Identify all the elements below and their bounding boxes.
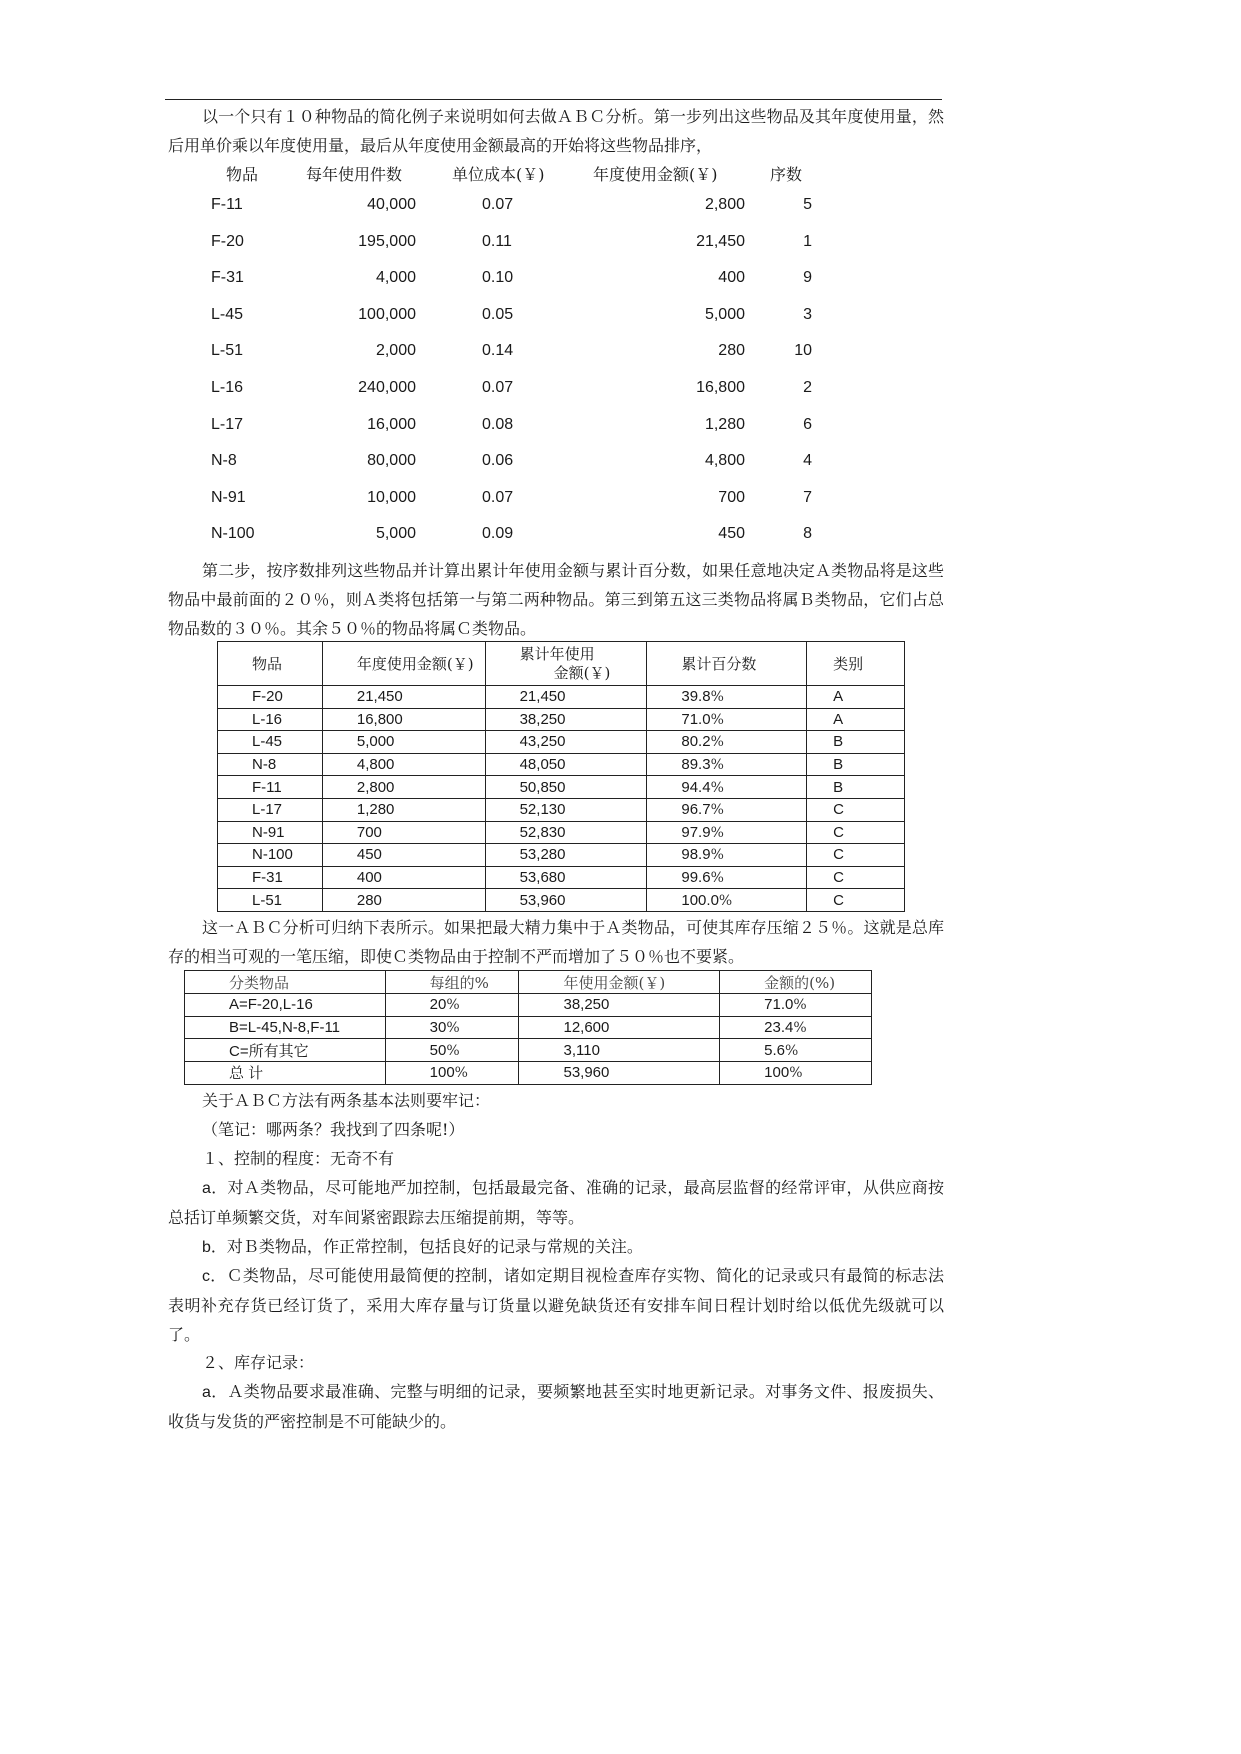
table1-cell-rank: 8 (803, 525, 812, 543)
table1-row (0, 525, 1100, 549)
table3-value-amount: 53,960 (563, 1064, 610, 1082)
paragraph-rule1-a (168, 1173, 944, 1232)
table2-value-class: C (833, 869, 844, 887)
list-marker-b: b． (202, 1239, 227, 1256)
table2-cell-cumulative (485, 866, 647, 889)
table2-cell-item (218, 731, 323, 754)
table2-cell-class (807, 866, 905, 889)
table3-cell-amount-pct (720, 994, 872, 1017)
table2-cell-class (807, 889, 905, 912)
table3-cell-share (385, 994, 519, 1017)
table2-value-cumulative: 53,960 (519, 891, 566, 909)
table2-value-item: N-8 (252, 756, 277, 774)
table1-cell-rank: 9 (803, 269, 812, 287)
table1-cell-rank: 2 (803, 379, 812, 396)
table2-header-row (218, 642, 905, 686)
percent-sign: % (710, 779, 724, 796)
table2-value-item: N-91 (252, 823, 285, 841)
table1-cell-cost: 0.10 (482, 269, 514, 287)
table2-cell-class (807, 753, 905, 776)
table3-cell-group (185, 1062, 386, 1085)
table1-cell-amount: 21,450 (696, 232, 745, 250)
table1-cell-rank: 7 (803, 488, 812, 506)
table1-cell-cost: 0.11 (482, 232, 512, 250)
table2-value-cumulative: 53,680 (519, 869, 566, 887)
table1-cell-amount: 280 (718, 342, 745, 360)
table1-cell-amount: 400 (718, 269, 745, 287)
list-marker-c: c． (202, 1268, 227, 1285)
table2-value-item: L-16 (252, 710, 283, 728)
paragraph-rule2-title: ２、库存记录： (202, 1353, 315, 1372)
table2-cell-amount (322, 731, 485, 754)
table3-cell-share (385, 1039, 519, 1062)
header-rule (165, 99, 942, 100)
table2-header-cumulative-line1: 累计年使用 (519, 644, 595, 663)
percent-sign: % (710, 824, 724, 841)
table3-value-amount-pct: 5.6 (764, 1041, 786, 1059)
table1-cell-item: L-45 (211, 305, 244, 323)
table2-cell-amount (322, 798, 485, 821)
table1-header-rank: 序数 (770, 165, 803, 184)
table1-cell-item: L-16 (211, 379, 244, 396)
table2-value-amount: 5,000 (356, 733, 395, 751)
paragraph-step2: 第二步，按序数排列这些物品并计算出累计年使用金额与累计百分数，如果任意地决定Ａ类物品将是这些物品中最前面的２０％，则Ａ类将包括第一与第二两种物品。第三到第五这三类物品将属Ｂ类物品，它们占总物品数的３０％。其余５０％的物品将属Ｃ类物品。 (168, 561, 944, 638)
table1-cell-item: F-11 (211, 196, 243, 213)
table1-row (0, 489, 1100, 513)
percent-sign: % (789, 1065, 803, 1082)
table2-value-class: B (833, 733, 844, 751)
table2-cell-amount (322, 866, 485, 889)
table2-cell-percent (647, 708, 807, 731)
table3-value-amount: 38,250 (563, 996, 610, 1014)
percent-sign: % (710, 711, 724, 728)
table2-cell-amount (322, 776, 485, 799)
table2-cell-class (807, 686, 905, 709)
table1-cell-qty: 16,000 (367, 415, 416, 433)
paragraph-summary: 这一ＡＢＣ分析可归纳下表所示。如果把最大精力集中于Ａ类物品，可使其库存压缩２５％。这就是总库存的相当可观的一笔压缩，即使Ｃ类物品由于控制不严而增加了５０％也不要紧。 (168, 918, 944, 966)
table2-value-cumulative: 52,130 (519, 801, 566, 819)
table3-cell-amount (519, 1016, 720, 1039)
table3-value-group: B=L-45,N-8,F-11 (229, 1019, 341, 1037)
table1-header-item: 物品 (226, 165, 259, 184)
percent-sign: % (793, 1020, 807, 1037)
rule1-a-text: 对Ａ类物品，尽可能地严加控制，包括最最完备、准确的记录，最高层监督的经常评审，从供应商按总括订单频繁交货，对车间紧密跟踪去压缩提前期，等等。 (168, 1178, 944, 1227)
table2-value-percent: 98.9 (681, 846, 711, 864)
table1-cell-qty: 40,000 (367, 196, 416, 213)
table2-value-percent: 39.8 (681, 688, 711, 706)
table3-value-group: A=F-20,L-16 (229, 996, 313, 1014)
table2-value-amount: 2,800 (356, 778, 395, 796)
table2-cell-item (218, 866, 323, 889)
table2-value-item: L-51 (252, 891, 283, 909)
table2-row (218, 821, 905, 844)
table3-row (185, 1016, 872, 1039)
table1-cell-cost: 0.14 (482, 342, 514, 360)
percent-sign: % (454, 1065, 468, 1082)
table2-row (218, 776, 905, 799)
table1-header-qty: 每年使用件数 (306, 165, 403, 184)
table1-cell-item: L-51 (211, 342, 244, 360)
table2-value-class: C (833, 801, 844, 819)
table2-cell-class (807, 844, 905, 867)
table3-cell-share (385, 1016, 519, 1039)
table2-cell-cumulative (485, 776, 647, 799)
table3-value-share: 100 (429, 1064, 455, 1082)
table1-cell-cost: 0.07 (482, 379, 514, 396)
table2-cell-item (218, 889, 323, 912)
table2-cell-amount (322, 708, 485, 731)
table2-value-cumulative: 52,830 (519, 823, 566, 841)
table2-row (218, 708, 905, 731)
percent-sign: % (793, 997, 807, 1014)
table1-header (0, 162, 1100, 188)
paragraph-rule1-c (168, 1261, 944, 1349)
paragraph-rule2-a (168, 1377, 944, 1436)
table2-value-percent: 80.2 (681, 733, 711, 751)
table1-cell-item: L-17 (211, 415, 244, 433)
table2-cell-item (218, 686, 323, 709)
table2-value-class: C (833, 891, 844, 909)
table3-row (185, 1039, 872, 1062)
rule1-b-text: 对Ｂ类物品，作正常控制，包括良好的记录与常规的关注。 (226, 1237, 643, 1256)
table1-cell-cost: 0.07 (482, 488, 514, 506)
table1-cell-amount: 450 (718, 525, 745, 543)
table3-value-share: 30 (429, 1019, 447, 1037)
table2-header-item: 物品 (218, 642, 323, 686)
table2-row (218, 889, 905, 912)
table2-value-item: L-17 (252, 801, 283, 819)
table3-row (185, 1062, 872, 1085)
table1-cell-qty: 80,000 (367, 452, 416, 470)
percent-sign: % (710, 757, 724, 774)
table2-cell-cumulative (485, 708, 647, 731)
table3-value-amount-pct: 23.4 (764, 1019, 794, 1037)
table2-cell-class (807, 776, 905, 799)
table1-row (0, 233, 1100, 257)
table3-header-row (185, 971, 872, 994)
table1-cell-amount: 4,800 (704, 452, 745, 470)
table2-value-percent: 96.7 (681, 801, 711, 819)
table1-cell-rank: 5 (803, 196, 812, 213)
table2-cell-amount (322, 821, 485, 844)
table2-value-percent: 99.6 (681, 869, 711, 887)
table2-value-cumulative: 43,250 (519, 733, 566, 751)
table2-cell-amount (322, 753, 485, 776)
list-marker-a2: a． (202, 1384, 228, 1401)
table2-value-item: L-45 (252, 733, 283, 751)
table2-cell-cumulative (485, 844, 647, 867)
table1-cell-qty: 10,000 (367, 488, 416, 506)
table2-value-item: F-31 (252, 869, 283, 887)
table3-header-amount-pct: 金额的(%) (720, 971, 872, 994)
list-marker-a: a． (202, 1180, 228, 1197)
rule1-c-text: Ｃ类物品，尽可能使用最简便的控制，诸如定期目视检查库存实物、简化的记录或只有最简的标志法表明补充存货已经订货了，采用大库存量与订货量以避免缺货还有安排车间日程计划时给以低优先级就可以了。 (168, 1266, 944, 1344)
table2-value-class: C (833, 823, 844, 841)
table2-value-item: N-100 (252, 846, 293, 864)
table2-value-amount: 280 (356, 891, 382, 909)
table3-value-amount: 12,600 (563, 1019, 610, 1037)
table2-row (218, 798, 905, 821)
table3-value-share: 50 (429, 1041, 447, 1059)
table3-cell-amount-pct (720, 1039, 872, 1062)
table3-value-amount-pct: 100 (764, 1064, 790, 1082)
percent-sign: % (710, 689, 724, 706)
table2-value-class: C (833, 846, 844, 864)
table3-value-group: 总 计 (229, 1065, 264, 1083)
table1-row (0, 306, 1100, 330)
table1-row (0, 269, 1100, 293)
table1-cell-cost: 0.08 (482, 415, 514, 433)
paragraph-note: （笔记：哪两条？我找到了四条呢!） (202, 1120, 465, 1139)
percent-sign: % (710, 802, 724, 819)
table2-value-percent: 97.9 (681, 823, 711, 841)
table1-cell-amount: 16,800 (696, 379, 745, 396)
table1-row (0, 342, 1100, 366)
table2-cell-item (218, 821, 323, 844)
table1-cell-item: F-31 (211, 269, 244, 287)
table2-header-cumulative-line2: 金额(￥) (553, 663, 611, 682)
table3-cell-group (185, 1039, 386, 1062)
paragraph-rule1-b (168, 1232, 944, 1262)
table2-value-percent: 94.4 (681, 778, 711, 796)
table1-cell-amount: 700 (718, 488, 745, 506)
table3-body (185, 994, 872, 1085)
table2-header-class: 类别 (807, 642, 905, 686)
table3-value-amount: 3,110 (563, 1041, 600, 1059)
table3-cell-amount (519, 1039, 720, 1062)
table1-cell-item: N-100 (211, 525, 255, 543)
table2-value-percent: 100.0 (681, 891, 719, 909)
table3-cell-amount-pct (720, 1016, 872, 1039)
table1-header-cost: 单位成本(￥) (452, 165, 545, 184)
table2-cell-amount (322, 844, 485, 867)
table1-cell-rank: 10 (794, 342, 812, 360)
percent-sign: % (785, 1042, 799, 1059)
table1-cell-cost: 0.09 (482, 525, 514, 543)
table3-cell-share (385, 1062, 519, 1085)
percent-sign: % (710, 847, 724, 864)
table2-cell-cumulative (485, 798, 647, 821)
table2-value-amount: 4,800 (356, 756, 395, 774)
table1-cell-item: N-8 (211, 452, 237, 470)
table2-value-cumulative: 50,850 (519, 778, 566, 796)
paragraph-rule1-title: １、控制的程度：无奇不有 (202, 1149, 395, 1168)
table2-cell-percent (647, 889, 807, 912)
table1-cell-qty: 2,000 (375, 342, 416, 360)
table2-cell-percent (647, 844, 807, 867)
table2-value-amount: 21,450 (356, 688, 403, 706)
table2-value-percent: 89.3 (681, 756, 711, 774)
table2-value-amount: 16,800 (356, 710, 403, 728)
table2-cell-item (218, 798, 323, 821)
table1-cell-rank: 1 (803, 232, 812, 250)
table2-cell-percent (647, 686, 807, 709)
table3-header-amount: 年使用金额(￥) (519, 971, 720, 994)
table2-value-class: A (833, 688, 844, 706)
table1-header-amount: 年度使用金额(￥) (593, 165, 718, 184)
table2-value-amount: 450 (356, 846, 382, 864)
table2-cell-class (807, 798, 905, 821)
table1-cell-qty: 240,000 (358, 379, 416, 396)
table2-header-amount: 年度使用金额(￥) (322, 642, 485, 686)
table3-header-share: 每组的% (385, 971, 519, 994)
table2-value-cumulative: 48,050 (519, 756, 566, 774)
table2-row (218, 731, 905, 754)
table2-cell-cumulative (485, 753, 647, 776)
table1-row (0, 379, 1100, 403)
table1-cell-amount: 5,000 (704, 305, 745, 323)
table2-cell-percent (647, 753, 807, 776)
percent-sign: % (718, 892, 733, 909)
table1-cell-cost: 0.05 (482, 305, 514, 323)
table3-row (185, 994, 872, 1017)
table1-row (0, 196, 1100, 220)
table2-cell-cumulative (485, 889, 647, 912)
table1-cell-item: F-20 (211, 232, 244, 250)
table1-cell-qty: 4,000 (375, 269, 416, 287)
table2-cell-cumulative (485, 731, 647, 754)
paragraph-rules-intro: 关于ＡＢＣ方法有两条基本法则要牢记： (202, 1091, 491, 1110)
table2-cell-item (218, 708, 323, 731)
table2-value-cumulative: 21,450 (519, 688, 566, 706)
table2-cell-item (218, 776, 323, 799)
table2-cell-cumulative (485, 821, 647, 844)
table2-cell-percent (647, 798, 807, 821)
percent-sign: % (446, 1042, 460, 1059)
table1-row (0, 416, 1100, 440)
table2-value-item: F-11 (252, 778, 282, 796)
table2-row (218, 753, 905, 776)
table3-cell-group (185, 1016, 386, 1039)
table2-cell-class (807, 708, 905, 731)
percent-sign: % (710, 734, 724, 751)
table2-cell-cumulative (485, 686, 647, 709)
percent-sign: % (710, 870, 724, 887)
percent-sign: % (446, 1020, 460, 1037)
table1-cell-cost: 0.07 (482, 196, 514, 213)
table2-cell-percent (647, 776, 807, 799)
table2-row (218, 844, 905, 867)
table2-cell-item (218, 753, 323, 776)
table2-cell-percent (647, 821, 807, 844)
rule2-a-text: Ａ类物品要求最准确、完整与明细的记录，要频繁地甚至实时地更新记录。对事务文件、报废损失、收货与发货的严密控制是不可能缺少的。 (168, 1382, 944, 1431)
table1-cell-amount: 2,800 (704, 196, 745, 213)
table2-value-amount: 1,280 (356, 801, 395, 819)
table1-cell-rank: 3 (803, 305, 812, 323)
table1-cell-qty: 195,000 (358, 232, 416, 250)
table2-row (218, 686, 905, 709)
table1-cell-amount: 1,280 (704, 415, 745, 433)
table2-value-class: B (833, 778, 844, 796)
table3-cell-group (185, 994, 386, 1017)
table2-value-item: F-20 (252, 688, 283, 706)
table3-summary (184, 970, 872, 1085)
table3-value-amount-pct: 71.0 (764, 996, 794, 1014)
table3-value-share: 20 (429, 996, 447, 1014)
table2-cumulative (217, 641, 905, 912)
table2-value-percent: 71.0 (681, 710, 711, 728)
table3-cell-amount (519, 994, 720, 1017)
table1-cell-qty: 100,000 (358, 305, 416, 323)
table2-value-cumulative: 38,250 (519, 710, 566, 728)
table2-cell-class (807, 821, 905, 844)
table2-row (218, 866, 905, 889)
table3-value-group: C=所有其它 (229, 1042, 309, 1060)
table2-header-cumulative (485, 642, 647, 686)
table3-header-group: 分类物品 (185, 971, 386, 994)
table1-cell-item: N-91 (211, 488, 246, 506)
paragraph-intro: 以一个只有１０种物品的简化例子来说明如何去做ＡＢＣ分析。第一步列出这些物品及其年度使用量，然后用单价乘以年度使用量，最后从年度使用金额最高的开始将这些物品排序， (168, 107, 944, 155)
table2-value-cumulative: 53,280 (519, 846, 566, 864)
table2-cell-percent (647, 866, 807, 889)
table1-cell-rank: 4 (803, 452, 812, 470)
table2-cell-item (218, 844, 323, 867)
table2-cell-percent (647, 731, 807, 754)
percent-sign: % (446, 997, 460, 1014)
table3-cell-amount-pct (720, 1062, 872, 1085)
table2-header-percent: 累计百分数 (647, 642, 807, 686)
table1-cell-cost: 0.06 (482, 452, 514, 470)
table2-cell-amount (322, 686, 485, 709)
table2-cell-class (807, 731, 905, 754)
table1-cell-qty: 5,000 (375, 525, 416, 543)
table2-value-amount: 700 (356, 823, 382, 841)
table1-cell-rank: 6 (803, 415, 812, 433)
table2-body (218, 686, 905, 912)
table2-value-class: A (833, 710, 844, 728)
table3-cell-amount (519, 1062, 720, 1085)
table1-row (0, 452, 1100, 476)
table2-value-amount: 400 (356, 869, 382, 887)
table2-cell-amount (322, 889, 485, 912)
table2-value-class: B (833, 756, 844, 774)
